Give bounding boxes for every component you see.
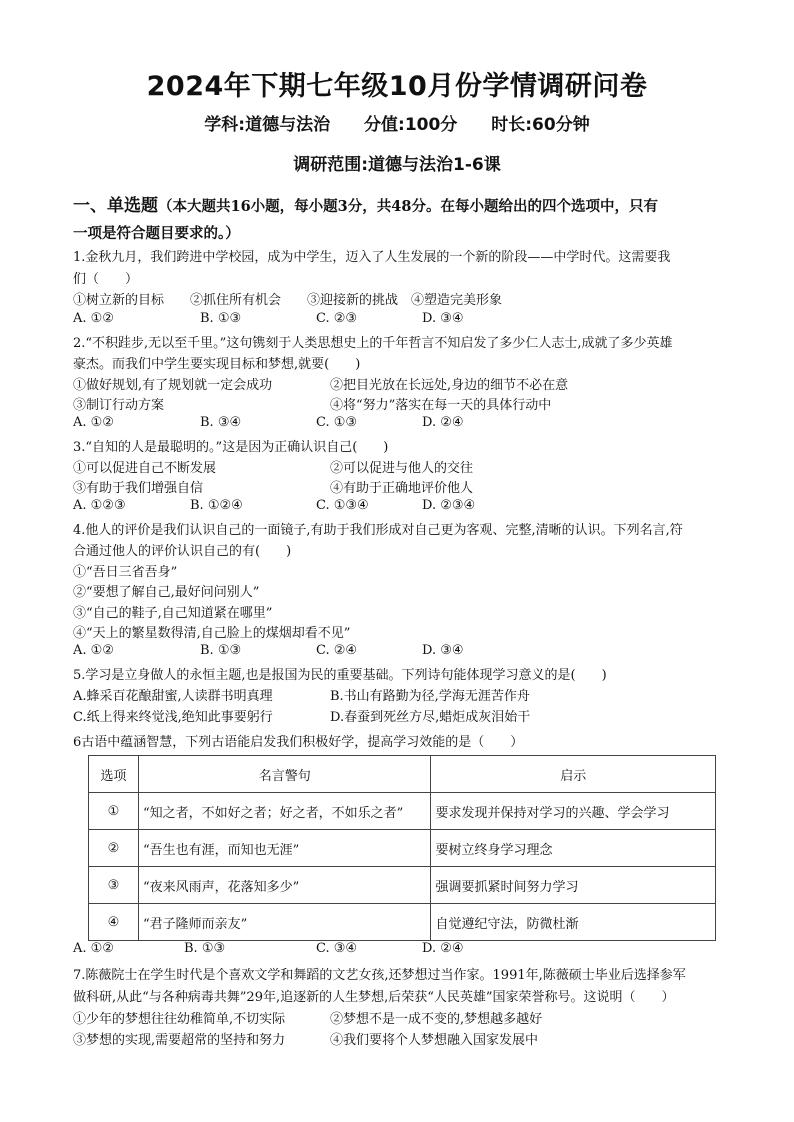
table-cell: ④	[89, 904, 139, 941]
table-header-cell: 选项	[89, 756, 139, 793]
section-title: 一、单选题	[73, 196, 158, 216]
q2-answer-b: B. ③④	[200, 415, 242, 430]
q4-answer-c: C. ②④	[316, 643, 358, 658]
q4-answer-b: B. ①③	[200, 643, 242, 658]
q3-stem: 3.“自知的人是最聪明的。”这是因为正确认识自己( )	[73, 440, 389, 455]
q2-option-4: ④将“努力”落实在每一天的具体行动中	[330, 398, 552, 413]
table-cell: 强调要抓紧时间努力学习	[431, 867, 716, 904]
q4-stem-1: 4.他人的评价是我们认识自己的一面镜子,有助于我们形成对自己更为客观、完整,清晰的认识。下列名言,符	[73, 523, 683, 538]
q4-stem-2: 合通过他人的评价认识自己的有( )	[73, 544, 292, 559]
q5-stem: 5.学习是立身做人的永恒主题,也是报国为民的重要基础。下列诗句能体现学习意义的是( )	[73, 668, 607, 683]
exam-title: 2024年下期七年级10月份学情调研问卷	[146, 71, 648, 102]
q3-option-2: ②可以促进与他人的交往	[330, 461, 474, 476]
q3-option-4: ④有助于正确地评价他人	[330, 481, 474, 496]
q2-answer-a: A. ①②	[73, 415, 114, 430]
table-cell: “君子隆师而亲友”	[138, 904, 431, 941]
q3-answer-c: C. ①③④	[316, 498, 369, 513]
q5-option-c: C.纸上得来终觉浅,绝知此事要躬行	[73, 710, 273, 725]
q4-answer-a: A. ①②	[73, 643, 114, 658]
q3-answer-d: D. ②③④	[422, 498, 476, 513]
table-row	[89, 793, 716, 830]
q7-option-3: ③梦想的实现,需要超常的坚持和努力	[73, 1033, 286, 1048]
score-label: 分值:100分	[364, 115, 458, 135]
table-header-row	[89, 756, 716, 793]
q2-option-1: ①做好规划,有了规划就一定会成功	[73, 378, 273, 393]
subject-label: 学科:道德与法治	[204, 115, 331, 135]
q1-answer-d: D. ③④	[422, 311, 464, 326]
table-cell: ②	[89, 830, 139, 867]
q6-answer-b: B. ①③	[184, 941, 226, 956]
table-row	[89, 904, 716, 941]
q6-answer-c: C. ③④	[316, 941, 358, 956]
q4-option-1: ①“吾日三省吾身”	[73, 565, 178, 580]
q2-answer-d: D. ②④	[422, 415, 464, 430]
q1-answer-b: B. ①③	[200, 311, 242, 326]
table-header-cell: 启示	[431, 756, 716, 793]
table-cell: “吾生也有涯，而知也无涯”	[138, 830, 431, 867]
section-header	[73, 193, 723, 247]
q3-answer-b: B. ①②④	[190, 498, 243, 513]
q5-option-a: A.蜂采百花酿甜蜜,人读群书明真理	[73, 689, 273, 704]
q1-options: ①树立新的目标 ②抓住所有机会 ③迎接新的挑战 ④塑造完美形象	[73, 293, 503, 308]
table-cell: ③	[89, 867, 139, 904]
q7-stem-2: 做科研,从此“与各种病毒共舞”29年,追逐新的人生梦想,后荣获“人民英雄”国家荣誉称号。这说明（ ）	[73, 990, 675, 1005]
q2-answer-c: C. ①③	[316, 415, 358, 430]
table-cell: 要树立终身学习理念	[431, 830, 716, 867]
duration-label: 时长:60分钟	[491, 115, 590, 135]
q2-stem-1: 2.“不积跬步,无以至千里。”这句镌刻于人类思想史上的千年哲言不知启发了多少仁人志士,成就了多少英雄	[73, 336, 673, 351]
q1-stem-1: 1.金秋九月，我们跨进中学校园，成为中学生，迈入了人生发展的一个新的阶段——中学时代。这需要我	[73, 250, 671, 265]
table-row	[89, 867, 716, 904]
q6-answer-a: A. ①②	[73, 941, 114, 956]
q2-option-2: ②把目光放在长远处,身边的细节不必在意	[330, 378, 569, 393]
q5-option-b: B.书山有路勤为径,学海无涯苦作舟	[330, 689, 530, 704]
q5-option-d: D.春蚕到死丝方尽,蜡炬成灰泪始干	[330, 710, 531, 725]
q7-option-4: ④我们要将个人梦想融入国家发展中	[330, 1033, 539, 1048]
table-cell: 自觉遵纪守法，防微杜渐	[431, 904, 716, 941]
q7-option-2: ②梦想不是一成不变的,梦想越多越好	[330, 1012, 543, 1027]
q4-option-2: ②“要想了解自己,最好问问别人”	[73, 585, 260, 600]
q4-option-3: ③“自己的鞋子,自己知道紧在哪里”	[73, 606, 273, 621]
q1-stem-2: 们（ ）	[73, 272, 139, 287]
q2-option-3: ③制订行动方案	[73, 398, 165, 413]
q6-answer-d: D. ②④	[422, 941, 464, 956]
q3-option-3: ③有助于我们增强自信	[73, 481, 204, 496]
q7-option-1: ①少年的梦想往往幼稚简单,不切实际	[73, 1012, 286, 1027]
q4-option-4: ④“天上的繁星数得清,自己脸上的煤烟却看不见”	[73, 626, 351, 641]
section-instructions-2: 一项是符合题目要求的。）	[73, 225, 240, 242]
q3-answer-a: A. ①②③	[73, 498, 126, 513]
section-instructions-1: （本大题共16小题，每小题3分，共48分。在每小题给出的四个选项中，只有	[158, 198, 658, 215]
table-header-cell: 名言警句	[138, 756, 431, 793]
q1-answer-c: C. ②③	[316, 311, 358, 326]
table-cell: ①	[89, 793, 139, 830]
table-cell: 要求发现并保持对学习的兴趣、学会学习	[431, 793, 716, 830]
table-row	[89, 830, 716, 867]
q6-stem: 6古语中蕴涵智慧，下列古语能启发我们积极好学，提高学习效能的是（ ）	[73, 735, 524, 750]
q2-stem-2: 豪杰。而我们中学生要实现目标和梦想,就要( )	[73, 357, 361, 372]
table-cell: “知之者，不如好之者；好之者，不如乐之者”	[138, 793, 431, 830]
table-cell: “夜来风雨声，花落知多少”	[138, 867, 431, 904]
exam-meta	[0, 110, 794, 135]
q3-option-1: ①可以促进自己不断发展	[73, 461, 217, 476]
q7-stem-1: 7.陈薇院士在学生时代是个喜欢文学和舞蹈的文艺女孩,还梦想过当作家。1991年,陈薇硕士毕业后选择参军	[73, 968, 686, 983]
scope-label: 调研范围:道德与法治1-6课	[293, 155, 501, 175]
q6-quote-table	[88, 755, 716, 941]
q4-answer-d: D. ③④	[422, 643, 464, 658]
q1-answer-a: A. ①②	[73, 311, 114, 326]
